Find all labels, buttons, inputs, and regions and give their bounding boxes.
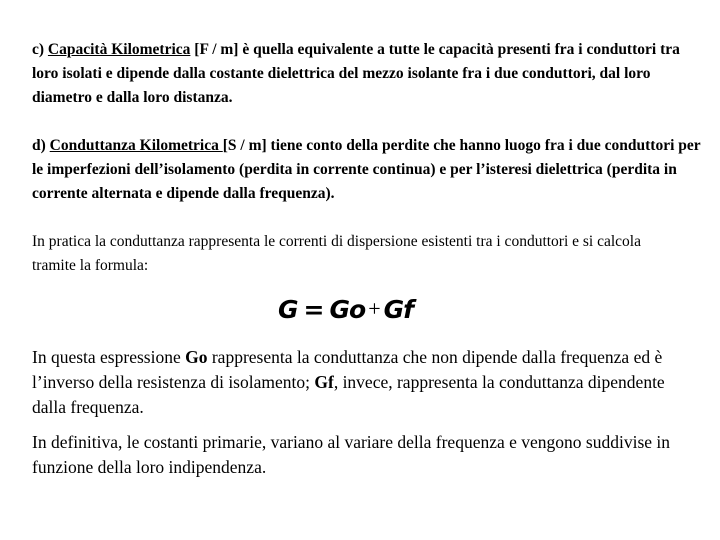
definition-text: [F / m] è quella equivalente a tutte le capacità presenti fra i conduttori tra loro isolati e dipende dalla costante dielettrica del mezzo isolante fra i due conduttori, dal loro diametro e dalla loro distanza. <box>32 41 680 106</box>
item-prefix: c) <box>32 41 48 58</box>
symbol-gf: Gf <box>314 372 334 392</box>
text-segment: , invece, rappresenta la conduttanza dipendente dalla frequenza. <box>32 372 665 417</box>
paragraph-explanation <box>32 345 702 420</box>
item-prefix: d) <box>32 137 50 154</box>
formula-term-go: Go <box>329 294 366 324</box>
definition-text: [S / m] tiene conto della perdite che hanno luogo fra i due conduttori per le imperfezioni dell’isolamento (perdita in corrente continua) e per l’isteresi dielettrica (perdita in corrente alternata e dipende dalla frequenza). <box>32 137 701 202</box>
text-segment: rappresenta la conduttanza che non dipende dalla frequenza ed è l’inverso della resistenza di isolamento; <box>32 347 663 392</box>
term-capacita-kilometrica: Capacità Kilometrica <box>47 41 191 58</box>
paragraph-capacita <box>32 38 702 110</box>
formula-term-gf: Gf <box>383 294 414 324</box>
symbol-go: Go <box>185 347 208 367</box>
paragraph-conduttanza <box>32 134 704 206</box>
formula-conductance <box>278 294 413 324</box>
paragraph-formula-intro: In pratica la conduttanza rappresenta le correnti di dispersione esistenti tra i conduttori e si calcola tramite la formula: <box>32 233 641 274</box>
formula-lhs: G <box>278 294 298 324</box>
text-segment: In questa espressione <box>32 347 186 367</box>
formula-plus: + <box>368 296 381 321</box>
term-conduttanza-kilometrica: Conduttanza Kilometrica <box>49 137 223 154</box>
paragraph-conclusion: In definitiva, le costanti primarie, variano al variare della frequenza e vengono suddivise in funzione della loro indipendenza. <box>32 432 671 477</box>
formula-equals: = <box>303 294 324 324</box>
